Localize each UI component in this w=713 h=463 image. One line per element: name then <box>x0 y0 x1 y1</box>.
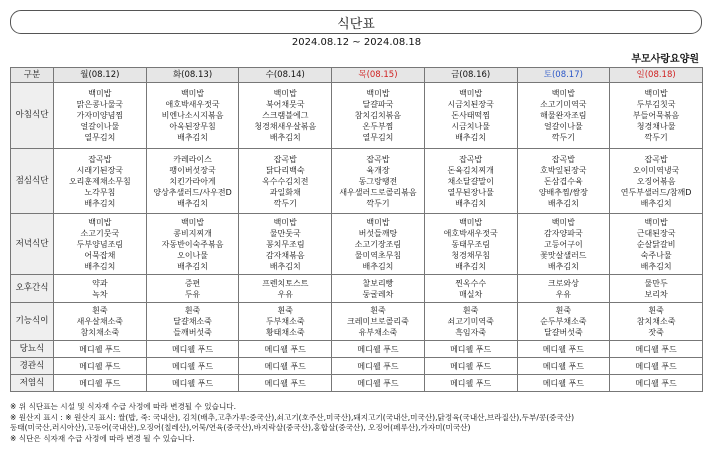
dish-item: 참치채소죽 <box>80 328 120 337</box>
menu-cell <box>239 303 332 341</box>
dish-item: 새우살채소죽 <box>76 317 124 326</box>
dish-item: 돈삼겹수육 <box>544 176 583 186</box>
meal-label: 당뇨식 <box>11 341 54 358</box>
dish-item: 소고기미역국 <box>540 100 587 109</box>
menu-cell <box>332 83 425 149</box>
dish-item: 깍두기 <box>551 133 575 142</box>
dish-item: 메디웰 푸드 <box>264 344 306 354</box>
menu-cell <box>424 341 517 358</box>
notes <box>10 402 705 444</box>
dish-item: 배추김치 <box>84 198 116 208</box>
menu-cell <box>517 341 610 358</box>
dish-item: 돈육김치찌개 <box>447 165 494 175</box>
menu-cell <box>332 303 425 341</box>
dish-item: 양상추샐러드/사우전D <box>153 187 232 197</box>
dish-item: 비엔나소시지볶음 <box>161 111 224 120</box>
dish-item: 참치김치볶음 <box>354 111 402 120</box>
dish-item: 배추김치 <box>177 261 209 271</box>
dish-item: 배추김치 <box>547 198 579 208</box>
corner-header: 구분 <box>11 68 54 83</box>
dish-item: 메디웰 푸드 <box>264 361 306 371</box>
dish-item: 연두부샐러드/참깨D <box>620 187 692 197</box>
menu-cell <box>517 149 610 214</box>
dish-item: 메디웰 푸드 <box>79 344 121 354</box>
dish-item: 배추김치 <box>177 133 209 142</box>
meal-label: 경관식 <box>11 358 54 375</box>
menu-cell <box>239 83 332 149</box>
dish-item: 흰죽 <box>184 306 201 315</box>
day-header: 목(08.15) <box>332 68 425 83</box>
dish-item: 백미밥 <box>459 217 483 227</box>
menu-cell <box>517 303 610 341</box>
dish-item: 백미밥 <box>273 217 297 227</box>
meal-label: 저녁식단 <box>11 214 54 275</box>
dish-item: 시금치된장국 <box>447 100 494 109</box>
dish-item: 찰보리빵 <box>362 278 394 288</box>
dish-item: 메디웰 푸드 <box>171 361 214 371</box>
dish-item: 매실차 <box>459 289 483 299</box>
dish-item: 청경채나물 <box>636 122 676 131</box>
menu-cell <box>146 358 239 375</box>
dish-item: 흰죽 <box>648 306 664 315</box>
menu-cell <box>517 375 610 392</box>
menu-cell <box>424 83 517 149</box>
meal-row <box>11 275 703 303</box>
note-line: ※ 위 식단표는 시설 및 식자재 수급 사정에 따라 변경될 수 있습니다. <box>10 402 237 411</box>
dish-item: 숙주나물 <box>640 250 672 260</box>
dish-item: 흰죽 <box>555 306 572 315</box>
dish-item: 흑임자죽 <box>455 328 487 337</box>
dish-item: 들깨버섯죽 <box>173 328 212 337</box>
menu-cell <box>239 275 332 303</box>
dish-item: 흰죽 <box>370 306 386 315</box>
dish-item: 백미밥 <box>551 89 575 98</box>
meal-label: 기능식이 <box>11 303 54 341</box>
dish-item: 꽁치무조림 <box>265 239 305 249</box>
dish-item: 두부양념조림 <box>76 239 124 249</box>
dish-item: 증편 <box>184 278 201 288</box>
dish-item: 메디웰 푸드 <box>357 344 399 354</box>
dish-item: 시금치나물 <box>451 122 490 131</box>
menu-cell <box>424 275 517 303</box>
dish-item: 흰죽 <box>92 306 108 315</box>
dish-item: 오리훈제채소무침 <box>68 176 131 186</box>
dish-item: 근대된장국 <box>636 228 676 238</box>
dish-item: 애호박새우젓국 <box>443 228 498 238</box>
menu-cell <box>146 341 239 358</box>
menu-cell <box>146 83 239 149</box>
dish-item: 채소달걀말이 <box>447 176 494 186</box>
dish-item: 물만둣국 <box>269 228 301 238</box>
menu-cell <box>54 358 147 375</box>
dish-item: 배추김치 <box>84 261 116 271</box>
dish-item: 백미밥 <box>273 89 297 98</box>
meal-label: 점심식단 <box>11 149 54 214</box>
note-line: ※ 식단은 식자재 수급 사정에 따라 변경 될 수 있습니다. <box>10 433 195 443</box>
dish-item: 메디웰 푸드 <box>450 361 492 371</box>
menu-cell <box>332 341 425 358</box>
dish-item: 돈사태떡찜 <box>451 111 490 120</box>
dish-item: 청경채무침 <box>451 250 490 260</box>
menu-cell <box>54 149 147 214</box>
dish-item: 프렌치토스트 <box>262 278 309 288</box>
menu-cell <box>54 303 147 341</box>
dish-item: 메디웰 푸드 <box>450 344 492 354</box>
menu-cell <box>146 275 239 303</box>
menu-cell <box>517 275 610 303</box>
dish-item: 시래기된장국 <box>76 165 124 175</box>
dish-item: 과일화채 <box>269 187 301 197</box>
dish-item: 물미역초무침 <box>354 250 402 260</box>
dish-item: 달걀채소죽 <box>173 317 212 326</box>
menu-cell <box>332 149 425 214</box>
dish-item: 메디웰 푸드 <box>450 378 492 388</box>
dish-item: 약과 <box>92 278 108 288</box>
dish-item: 백미밥 <box>88 89 112 98</box>
dish-item: 열무김치 <box>84 133 116 142</box>
dish-item: 흰죽 <box>462 306 479 315</box>
meal-label: 저염식 <box>11 375 54 392</box>
dish-item: 스크램블에그 <box>262 111 309 120</box>
dish-item: 잡곡밥 <box>551 154 575 164</box>
dish-item: 백미밥 <box>366 89 390 98</box>
dish-item: 열무김치 <box>362 133 394 142</box>
dish-item: 치킨가라아게 <box>169 176 216 186</box>
menu-cell <box>239 358 332 375</box>
day-header: 월(08.12) <box>54 68 147 83</box>
dish-item: 부들어묵볶음 <box>632 111 680 120</box>
meal-label: 오후간식 <box>11 275 54 303</box>
day-header: 토(08.17) <box>517 68 610 83</box>
title-box <box>10 10 702 34</box>
dish-item: 잡곡밥 <box>644 154 668 164</box>
dish-item: 메디웰 푸드 <box>171 344 214 354</box>
dish-item: 메디웰 푸드 <box>542 378 584 388</box>
meal-row <box>11 214 703 275</box>
date-range: 2024.08.12 ~ 2024.08.18 <box>291 37 422 48</box>
day-header: 일(08.18) <box>610 68 703 83</box>
dish-item: 메디웰 푸드 <box>79 378 121 388</box>
menu-cell <box>239 375 332 392</box>
dish-item: 오징어볶음 <box>636 176 676 186</box>
menu-cell <box>517 214 610 275</box>
dish-item: 동그랑땡전 <box>358 176 398 186</box>
dish-item: 자동반이숙주볶음 <box>161 239 224 249</box>
menu-cell <box>424 214 517 275</box>
dish-item: 메디웰 푸드 <box>542 361 584 371</box>
meal-row <box>11 358 703 375</box>
dish-item: 오이미역냉국 <box>632 165 680 175</box>
dish-item: 팽이버섯장국 <box>169 165 216 175</box>
meal-row <box>11 149 703 214</box>
dish-item: 메디웰 푸드 <box>357 378 399 388</box>
dish-item: 백미밥 <box>366 217 390 227</box>
day-header: 수(08.14) <box>239 68 332 83</box>
dish-item: 소고기뭇국 <box>80 228 120 238</box>
dish-item: 잡곡밥 <box>366 154 390 164</box>
menu-cell <box>424 303 517 341</box>
dish-item: 노각무침 <box>84 187 116 197</box>
dish-item: 보리차 <box>644 289 668 299</box>
dish-item: 애호박새우젓국 <box>165 100 220 109</box>
meal-label: 아침식단 <box>11 83 54 149</box>
menu-table <box>10 67 703 392</box>
dish-item: 고등어구이 <box>544 239 583 249</box>
dish-item: 백미밥 <box>551 217 575 227</box>
dish-item: 잡곡밥 <box>459 154 483 164</box>
dish-item: 버섯들깨탕 <box>358 228 398 238</box>
menu-cell <box>146 214 239 275</box>
dish-item: 백미밥 <box>459 89 483 98</box>
meal-row <box>11 375 703 392</box>
day-header: 화(08.13) <box>146 68 239 83</box>
dish-item: 메디웰 푸드 <box>79 361 121 371</box>
dish-item: 맑은콩나물국 <box>76 100 124 109</box>
dish-item: 카레라이스 <box>173 154 212 164</box>
dish-item: 아욱된장무침 <box>169 122 216 131</box>
dish-item: 배추김치 <box>362 261 394 271</box>
dish-item: 깍두기 <box>644 133 668 142</box>
dish-item: 콩비지찌개 <box>173 228 212 238</box>
menu-cell <box>610 341 703 358</box>
dish-item: 닭다리백숙 <box>265 165 305 175</box>
dish-item: 백미밥 <box>88 217 112 227</box>
note-line: 동태(미국산,러시아산),고등어(국내산),오징어(칠레산),어묵/연육(중국산),바지락살(중국산),홍합살(중국산), 오징어(페루산),가자미(미국산) <box>10 423 471 432</box>
dish-item: 크로와상 <box>547 278 579 288</box>
dish-item: 소고기장조림 <box>354 239 402 249</box>
dish-item: 배추김치 <box>177 198 209 208</box>
dish-item: 잡곡밥 <box>273 154 297 164</box>
dish-item: 순두부채소죽 <box>540 317 587 326</box>
dish-item: 온두부찜 <box>362 122 394 131</box>
dish-item: 백미밥 <box>644 217 668 227</box>
menu-cell <box>332 275 425 303</box>
dish-item: 육개장 <box>366 165 390 175</box>
dish-item: 깍두기 <box>366 198 390 208</box>
menu-cell <box>424 149 517 214</box>
dish-item: 녹차 <box>92 289 108 299</box>
dish-item: 찐옥수수 <box>455 278 487 288</box>
menu-cell <box>332 358 425 375</box>
day-header: 금(08.16) <box>424 68 517 83</box>
dish-item: 배추김치 <box>269 133 301 142</box>
dish-item: 배추김치 <box>640 261 672 271</box>
table-header-row <box>11 68 703 83</box>
dish-item: 백미밥 <box>644 89 668 98</box>
dish-item: 새우샐러드로콜리볶음 <box>339 187 417 197</box>
menu-cell <box>54 275 147 303</box>
menu-cell <box>610 358 703 375</box>
dish-item: 잣죽 <box>648 328 664 337</box>
dish-item: 북어채뭇국 <box>265 100 305 109</box>
dish-item: 두부김칫국 <box>636 100 676 109</box>
menu-cell <box>239 214 332 275</box>
dish-item: 유부채소죽 <box>358 328 398 337</box>
menu-cell <box>517 83 610 149</box>
menu-cell <box>610 375 703 392</box>
menu-cell <box>54 375 147 392</box>
dish-item: 참치채소죽 <box>636 317 676 326</box>
menu-cell <box>54 214 147 275</box>
page-title: 식단표 <box>337 16 375 32</box>
dish-item: 감자채볶음 <box>265 250 305 260</box>
dish-item: 달걀파국 <box>362 100 394 109</box>
meal-row <box>11 83 703 149</box>
menu-cell <box>146 303 239 341</box>
dish-item: 두유 <box>184 289 201 299</box>
menu-cell <box>239 149 332 214</box>
dish-item: 배추김치 <box>547 261 579 271</box>
note-line: ※ 원산지 표시 : ※ 원산지 표시: 쌀(밥, 죽: 국내산), 김치(배추,고추가루:중국산),쇠고기(호주산,미국산),돼지고기(국내산,미국산),닭정육(국내산,브라질산),두부/콩(중국산) <box>10 412 575 422</box>
dish-item: 우유 <box>555 289 572 299</box>
dish-item: 두부채소죽 <box>265 317 305 326</box>
dish-item: 동태무조림 <box>451 239 490 249</box>
menu-cell <box>610 214 703 275</box>
menu-cell <box>610 83 703 149</box>
meal-row <box>11 303 703 341</box>
dish-item: 메디웰 푸드 <box>357 361 399 371</box>
dish-item: 배추김치 <box>269 261 301 271</box>
menu-cell <box>332 214 425 275</box>
dish-item: 쇠고기미역죽 <box>447 317 494 326</box>
dish-item: 꽃맛살샐러드 <box>540 250 587 260</box>
dish-item: 옥수수김치전 <box>262 176 309 186</box>
dish-item: 순살닭갈비 <box>636 239 676 249</box>
dish-item: 메디웰 푸드 <box>264 378 306 388</box>
dish-item: 열무된장나물 <box>447 187 494 197</box>
dish-item: 배추김치 <box>640 198 672 208</box>
menu-cell <box>610 275 703 303</box>
dish-item: 배추김치 <box>455 261 487 271</box>
dish-item: 메디웰 푸드 <box>635 344 677 354</box>
menu-cell <box>54 341 147 358</box>
dish-item: 메디웰 푸드 <box>171 378 214 388</box>
dish-item: 달걀버섯죽 <box>544 328 583 337</box>
dish-item: 흰죽 <box>277 306 293 315</box>
dish-item: 감자양파국 <box>544 228 583 238</box>
dish-item: 백미밥 <box>180 89 205 98</box>
dish-item: 양배추찜/쌈장 <box>538 187 588 197</box>
dish-item: 호박잎된장국 <box>540 165 587 175</box>
organization-name: 부모사랑요양원 <box>631 54 699 65</box>
dish-item: 어묵잡채 <box>84 250 116 260</box>
menu-cell <box>146 149 239 214</box>
menu-cell <box>610 303 703 341</box>
dish-item: 깍두기 <box>273 198 297 208</box>
menu-cell <box>332 375 425 392</box>
dish-item: 우유 <box>277 289 293 299</box>
menu-cell <box>424 375 517 392</box>
dish-item: 메디웰 푸드 <box>542 344 584 354</box>
dish-item: 물만두 <box>644 278 668 288</box>
dish-item: 해물완자조림 <box>540 111 587 120</box>
dish-item: 크레미브로콜리죽 <box>347 317 409 326</box>
dish-item: 메디웰 푸드 <box>635 361 677 371</box>
menu-cell <box>239 341 332 358</box>
dish-item: 얼갈이나물 <box>80 122 120 131</box>
dish-item: 얼갈이나물 <box>544 122 583 131</box>
menu-cell <box>517 358 610 375</box>
menu-cell <box>610 149 703 214</box>
menu-cell <box>54 83 147 149</box>
meal-row <box>11 341 703 358</box>
dish-item: 황태채소죽 <box>265 328 305 337</box>
menu-cell <box>146 375 239 392</box>
menu-cell <box>424 358 517 375</box>
dish-item: 메디웰 푸드 <box>635 378 677 388</box>
dish-item: 가자미양념찜 <box>76 111 124 120</box>
dish-item: 백미밥 <box>180 217 205 227</box>
dish-item: 둥굴레차 <box>362 289 394 299</box>
dish-item: 청경채새우살볶음 <box>254 122 317 131</box>
dish-item: 오이나물 <box>177 250 209 260</box>
dish-item: 배추김치 <box>455 133 487 142</box>
dish-item: 배추김치 <box>455 198 487 208</box>
dish-item: 잡곡밥 <box>88 154 112 164</box>
